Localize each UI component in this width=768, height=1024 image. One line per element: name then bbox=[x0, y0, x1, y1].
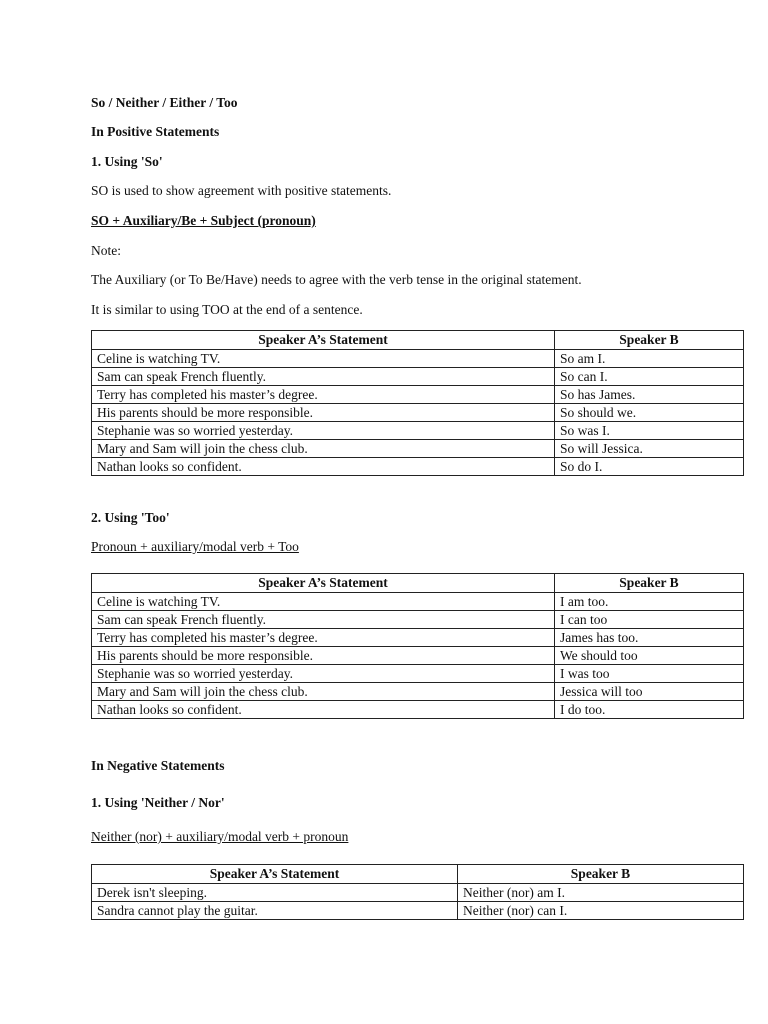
subheading-using-so: 1. Using 'So' bbox=[91, 154, 163, 169]
table-row bbox=[92, 440, 744, 458]
speaker-a-cell: Celine is watching TV. bbox=[92, 593, 555, 611]
table-row bbox=[92, 422, 744, 440]
speaker-b-cell: So should we. bbox=[555, 404, 744, 422]
table-row bbox=[92, 884, 744, 902]
speaker-b-cell: I can too bbox=[555, 611, 744, 629]
table-row bbox=[92, 458, 744, 476]
table-row bbox=[92, 701, 744, 719]
note-text-2: It is similar to using TOO at the end of a sentence. bbox=[91, 302, 363, 317]
speaker-a-cell: Terry has completed his master’s degree. bbox=[92, 386, 555, 404]
table-row bbox=[92, 386, 744, 404]
neither-table bbox=[91, 864, 744, 920]
table-row bbox=[92, 902, 744, 920]
table-row bbox=[92, 683, 744, 701]
speaker-b-cell: So will Jessica. bbox=[555, 440, 744, 458]
speaker-a-cell: Derek isn't sleeping. bbox=[92, 884, 458, 902]
speaker-b-cell: So was I. bbox=[555, 422, 744, 440]
table-row bbox=[92, 647, 744, 665]
speaker-b-cell: James has too. bbox=[555, 629, 744, 647]
speaker-b-cell: I was too bbox=[555, 665, 744, 683]
speaker-a-cell: Terry has completed his master’s degree. bbox=[92, 629, 555, 647]
speaker-a-cell: Nathan looks so confident. bbox=[92, 701, 555, 719]
table-row bbox=[92, 404, 744, 422]
note-label: Note: bbox=[91, 243, 121, 258]
table-header-row bbox=[92, 574, 744, 593]
table-row bbox=[92, 368, 744, 386]
speaker-a-cell: Nathan looks so confident. bbox=[92, 458, 555, 476]
speaker-b-cell: Neither (nor) can I. bbox=[458, 902, 744, 920]
speaker-b-cell: So am I. bbox=[555, 350, 744, 368]
table-row bbox=[92, 593, 744, 611]
speaker-a-cell: His parents should be more responsible. bbox=[92, 404, 555, 422]
so-table bbox=[91, 330, 744, 476]
table-row bbox=[92, 665, 744, 683]
speaker-b-cell: So do I. bbox=[555, 458, 744, 476]
so-formula: SO + Auxiliary/Be + Subject (pronoun) bbox=[91, 213, 316, 228]
section-heading-positive: In Positive Statements bbox=[91, 124, 220, 139]
speaker-a-cell: Stephanie was so worried yesterday. bbox=[92, 665, 555, 683]
note-text-1: The Auxiliary (or To Be/Have) needs to agree with the verb tense in the original statement. bbox=[91, 272, 582, 287]
speaker-a-cell: Sam can speak French fluently. bbox=[92, 368, 555, 386]
speaker-b-cell: We should too bbox=[555, 647, 744, 665]
speaker-b-cell: So can I. bbox=[555, 368, 744, 386]
speaker-b-cell: I am too. bbox=[555, 593, 744, 611]
speaker-b-cell: So has James. bbox=[555, 386, 744, 404]
table-row bbox=[92, 350, 744, 368]
column-header-speaker-b: Speaker B bbox=[458, 865, 744, 884]
column-header-speaker-a: Speaker A’s Statement bbox=[92, 865, 458, 884]
speaker-b-cell: Neither (nor) am I. bbox=[458, 884, 744, 902]
table-row bbox=[92, 611, 744, 629]
speaker-a-cell: Mary and Sam will join the chess club. bbox=[92, 440, 555, 458]
speaker-b-cell: I do too. bbox=[555, 701, 744, 719]
too-formula: Pronoun + auxiliary/modal verb + Too bbox=[91, 539, 299, 554]
subheading-using-neither: 1. Using 'Neither / Nor' bbox=[91, 795, 225, 810]
document-title: So / Neither / Either / Too bbox=[91, 95, 238, 110]
column-header-speaker-a: Speaker A’s Statement bbox=[92, 574, 555, 593]
section-heading-negative: In Negative Statements bbox=[91, 758, 225, 773]
table-row bbox=[92, 629, 744, 647]
subheading-using-too: 2. Using 'Too' bbox=[91, 510, 170, 525]
speaker-a-cell: Sam can speak French fluently. bbox=[92, 611, 555, 629]
table-header-row bbox=[92, 865, 744, 884]
speaker-a-cell: Celine is watching TV. bbox=[92, 350, 555, 368]
speaker-a-cell: Sandra cannot play the guitar. bbox=[92, 902, 458, 920]
speaker-a-cell: His parents should be more responsible. bbox=[92, 647, 555, 665]
column-header-speaker-b: Speaker B bbox=[555, 574, 744, 593]
speaker-a-cell: Mary and Sam will join the chess club. bbox=[92, 683, 555, 701]
speaker-a-cell: Stephanie was so worried yesterday. bbox=[92, 422, 555, 440]
neither-formula: Neither (nor) + auxiliary/modal verb + pronoun bbox=[91, 829, 349, 844]
speaker-b-cell: Jessica will too bbox=[555, 683, 744, 701]
so-intro-text: SO is used to show agreement with positive statements. bbox=[91, 183, 392, 198]
column-header-speaker-a: Speaker A’s Statement bbox=[92, 331, 555, 350]
too-table bbox=[91, 573, 744, 719]
table-header-row bbox=[92, 331, 744, 350]
column-header-speaker-b: Speaker B bbox=[555, 331, 744, 350]
